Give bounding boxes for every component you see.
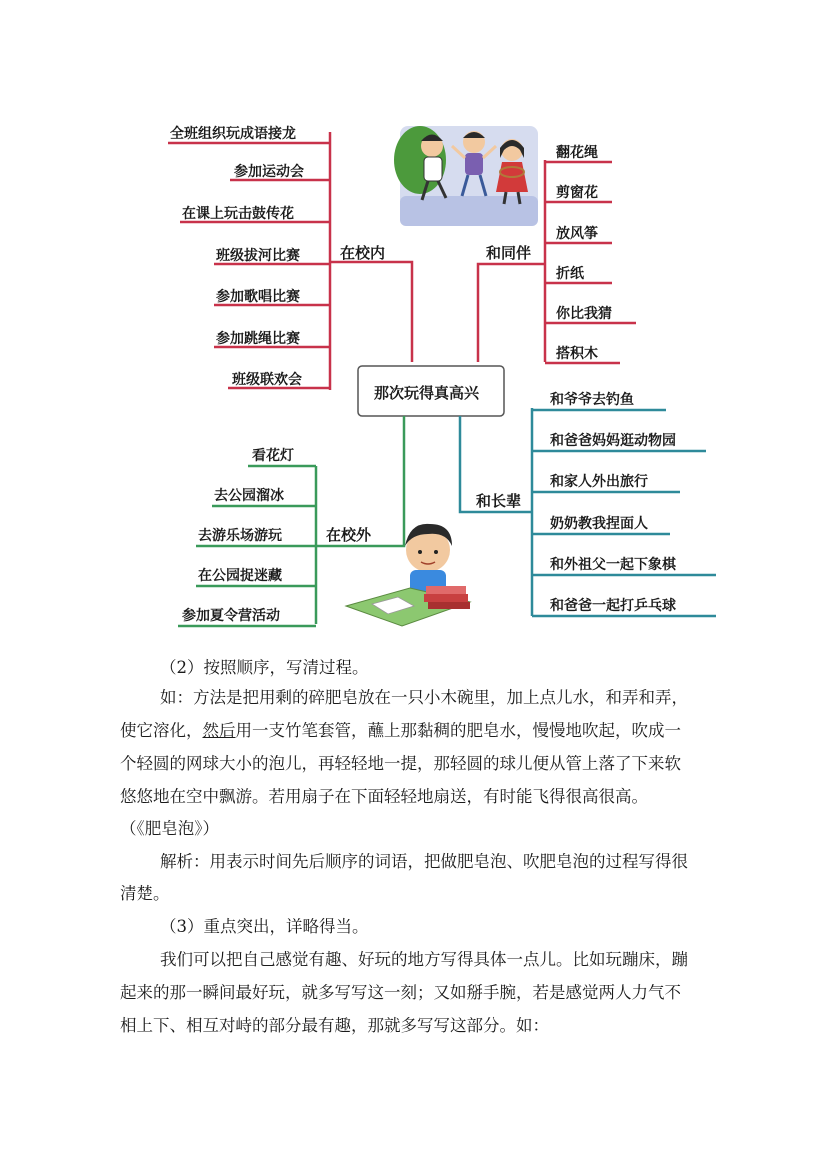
example-line-2a: 使它溶化， — [120, 721, 203, 740]
kids-playing-illustration — [394, 126, 538, 226]
peers-item-3: 放风筝 — [556, 226, 598, 242]
example-line-2c: 用一支竹笔套管，蘸上那黏稠的肥皂水，慢慢地吹起，吹成一 — [235, 721, 681, 740]
analysis-line-2: 清楚。 — [120, 884, 170, 903]
school-in-item-5: 参加歌唱比赛 — [216, 289, 300, 305]
elders-item-3: 和家人外出旅行 — [550, 474, 648, 490]
center-title: 那次玩得真高兴 — [374, 384, 480, 402]
school-out-item-2: 去公园溜冰 — [214, 488, 284, 504]
school-in-item-1: 全班组织玩成语接龙 — [170, 126, 296, 142]
analysis-line-1: 解析：用表示时间先后顺序的词语，把做肥皂泡、吹肥皂泡的过程写得很 — [160, 852, 688, 871]
elders-item-5: 和外祖父一起下象棋 — [550, 557, 676, 573]
peers-item-6: 搭积木 — [556, 346, 598, 362]
school-in-item-3: 在课上玩击鼓传花 — [182, 206, 294, 222]
peers-item-5: 你比我猜 — [556, 306, 612, 322]
elders-item-1: 和爷爷去钓鱼 — [550, 392, 634, 408]
example-source: （《肥皂泡》） — [120, 819, 219, 838]
peers-item-2: 剪窗花 — [556, 185, 598, 201]
example-line-1-text: 方法是把用剩的碎肥皂放在一只小木碗里，加上点儿水，和弄和弄， — [193, 688, 688, 707]
elders-item-6: 和爸爸一起打乒乓球 — [550, 598, 676, 614]
school-in-item-6: 参加跳绳比赛 — [216, 331, 300, 347]
para-line-1: 我们可以把自己感觉有趣、好玩的地方写得具体一点儿。比如玩蹦床，蹦 — [160, 950, 688, 969]
elders-item-4: 奶奶教我捏面人 — [550, 516, 648, 532]
para-line-3: 相上下、相互对峙的部分最有趣，那就多写写这部分。如： — [120, 1016, 549, 1035]
hub-school-in: 在校内 — [340, 244, 386, 262]
school-in-item-7: 班级联欢会 — [232, 372, 302, 388]
step2-heading: （2）按照顺序，写清过程。 — [160, 658, 369, 677]
elders-item-2: 和爸爸妈妈逛动物园 — [550, 433, 676, 449]
example-line-1 — [160, 688, 688, 708]
school-out-item-4: 在公园捉迷藏 — [198, 568, 282, 584]
example-line-3: 个轻圆的网球大小的泡儿，再轻轻地一提，那轻圆的球儿便从管上落了下来软 — [120, 754, 681, 773]
example-prefix: 如： — [160, 688, 193, 707]
peers-item-1: 翻花绳 — [556, 145, 598, 161]
hub-peers: 和同伴 — [486, 244, 532, 262]
example-line-4: 悠悠地在空中飘游。若用扇子在下面轻轻地扇送，有时能飞得很高很高。 — [120, 787, 648, 806]
example-line-2b: 然后 — [202, 721, 236, 740]
school-out-item-3: 去游乐场游玩 — [198, 528, 282, 544]
school-out-item-1: 看花灯 — [252, 448, 294, 464]
hub-elders: 和长辈 — [476, 492, 522, 510]
school-out-item-5: 参加夏令营活动 — [182, 608, 280, 624]
example-line-2 — [120, 721, 681, 741]
hub-school-out: 在校外 — [326, 526, 372, 544]
school-in-item-2: 参加运动会 — [234, 164, 304, 180]
step3-heading: （3）重点突出，详略得当。 — [160, 917, 369, 936]
peers-item-4: 折纸 — [556, 266, 584, 282]
school-in-item-4: 班级拔河比赛 — [216, 248, 300, 264]
para-line-2: 起来的那一瞬间最好玩，就多写写这一刻；又如掰手腕，若是感觉两人力气不 — [120, 983, 681, 1002]
